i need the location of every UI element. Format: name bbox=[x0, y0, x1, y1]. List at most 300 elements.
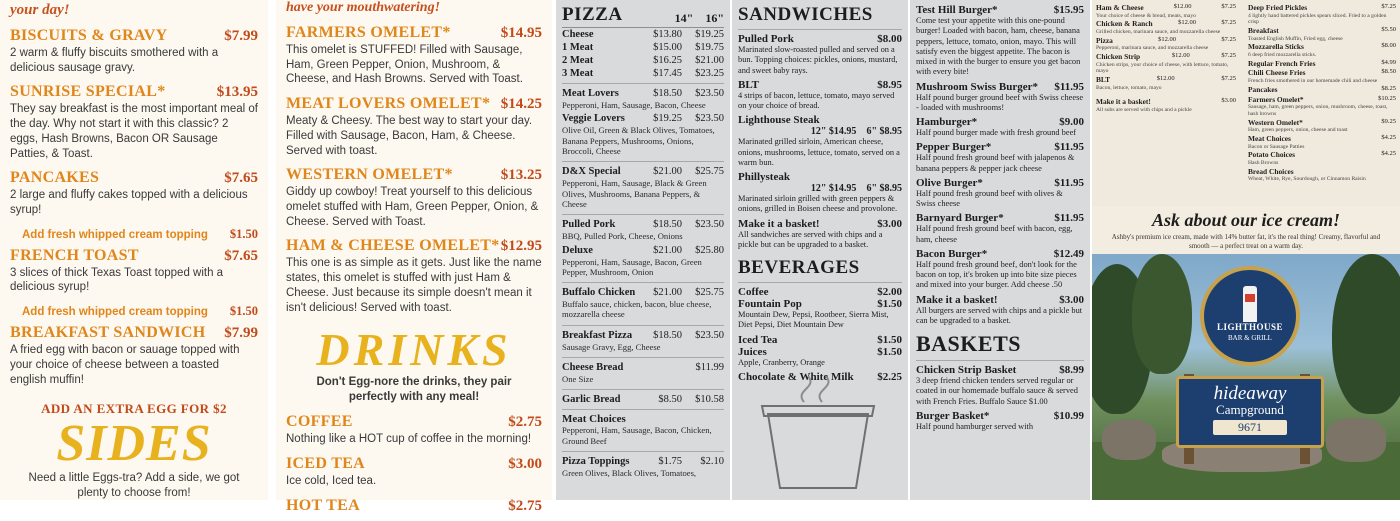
item-name: SUNRISE SPECIAL* bbox=[10, 83, 166, 101]
item-desc: Mountain Dew, Pepsi, Rootbeer, Sierra Mist, Diet Pepsi, Diet Mountain Dew bbox=[738, 310, 889, 330]
menu-item bbox=[8, 322, 260, 393]
item-name: Chicken Strip bbox=[1096, 52, 1141, 62]
item-name: Pancakes bbox=[1248, 84, 1278, 94]
item-desc: Pepperoni, Ham, Sausage, Black & Green Olives, Mushrooms, Banana Peppers, & Cheese bbox=[562, 178, 707, 209]
item-name: 3 Meat bbox=[562, 68, 594, 79]
item-desc: Pepperoni, marinara sauce, and mozzarella cheese bbox=[1096, 45, 1209, 52]
mini-item bbox=[1096, 3, 1236, 19]
item-desc: Meaty & Cheesy. The best way to start your day. Filled with Sausage, Bacon, Ham, & Cheese. Served with toast. bbox=[286, 115, 533, 157]
sandwich-item bbox=[738, 171, 902, 218]
burger-item bbox=[916, 177, 1084, 213]
item-name: MEAT LOVERS OMELET* bbox=[286, 95, 491, 113]
menu-item bbox=[284, 235, 544, 321]
addon-name: Add fresh whipped cream topping bbox=[22, 306, 208, 319]
item-price: $7.25 bbox=[1381, 3, 1396, 10]
menu-item bbox=[8, 167, 260, 223]
item-name: BLT bbox=[1096, 75, 1111, 85]
omelets-top-line: have your mouthwatering! bbox=[286, 0, 441, 15]
item-name: Buffalo Chicken bbox=[562, 287, 636, 299]
item-name: Pizza bbox=[1096, 35, 1113, 45]
item-desc: Marinated grilled sirloin, American cheese, onions, mushrooms, lettuce, tomato, served on a warm bun. bbox=[738, 137, 900, 167]
item-desc: All subs are served with chips and a pickle bbox=[1096, 107, 1192, 114]
item-price: $13.95 bbox=[216, 84, 258, 101]
item-desc: 3 slices of thick Texas Toast topped with a delicious syrup! bbox=[10, 266, 224, 294]
item-price-large: $19.25 bbox=[695, 29, 724, 40]
item-desc: Half pound burger made with fresh ground beef bbox=[916, 128, 1077, 137]
addon-row bbox=[8, 224, 260, 245]
divider bbox=[562, 409, 724, 410]
item-name: Phillysteak bbox=[738, 171, 790, 183]
divider bbox=[562, 83, 724, 84]
item-price-small: $21.00 bbox=[653, 166, 682, 178]
pizza-row bbox=[562, 28, 724, 41]
mini-item bbox=[1096, 36, 1236, 52]
item-desc: BBQ, Pulled Pork, Cheese, Onions bbox=[562, 231, 683, 242]
item-name: COFFEE bbox=[286, 413, 353, 431]
divider bbox=[562, 282, 724, 283]
mini-item bbox=[1248, 134, 1396, 150]
divider bbox=[738, 282, 902, 283]
item-price-small: $7.25 bbox=[1221, 75, 1236, 83]
mini-item bbox=[1248, 150, 1396, 166]
item-desc: Grilled chicken, marinara sauce, and mozzarella cheese bbox=[1096, 29, 1221, 36]
sides-title: SIDES bbox=[56, 415, 212, 473]
item-name: Garlic Bread bbox=[562, 394, 621, 406]
item-desc: Half pound fresh ground beef, don't look for the bacon on top, it's broken up into bite size pieces and mixed into your burger. Add cheese .50 bbox=[916, 259, 1077, 290]
item-price: $2.75 bbox=[508, 414, 542, 431]
item-price: $8.50 bbox=[1381, 68, 1396, 76]
lighthouse-icon bbox=[1243, 286, 1257, 322]
sandwich-basket-upsell bbox=[738, 218, 902, 254]
addon-name: Add fresh whipped cream topping bbox=[22, 228, 208, 241]
menu-item bbox=[8, 81, 260, 167]
item-price: $7.65 bbox=[224, 247, 258, 264]
campground-sign bbox=[1176, 376, 1324, 448]
item-price-large: $23.25 bbox=[695, 68, 724, 79]
item-desc: All sandwiches are served with chips and a pickle but can be upgraded to a basket. bbox=[738, 229, 883, 249]
item-name: Fountain Pop bbox=[738, 298, 802, 310]
mini-item bbox=[1248, 42, 1396, 58]
beverages-title: BEVERAGES bbox=[738, 257, 860, 278]
item-desc: Bacon or Sausage Patties bbox=[1248, 143, 1305, 150]
basket-item bbox=[916, 410, 1084, 435]
item-name: Pepper Burger* bbox=[916, 141, 992, 154]
item-price-large: 12" $14.95 bbox=[810, 183, 857, 194]
item-price: $10.25 bbox=[1378, 94, 1396, 102]
item-price: $7.99 bbox=[224, 28, 258, 44]
item-price-large: $19.75 bbox=[695, 42, 724, 53]
mini-item bbox=[1248, 26, 1396, 42]
item-name: Potato Choices bbox=[1248, 150, 1296, 160]
item-price-small: $15.00 bbox=[653, 42, 682, 53]
sandwich-item bbox=[738, 79, 902, 115]
item-price: $4.25 bbox=[1381, 133, 1396, 141]
item-name: Cheese bbox=[562, 29, 594, 40]
mini-item bbox=[1248, 59, 1396, 69]
item-name: HAM & CHEESE OMELET* bbox=[286, 237, 500, 255]
item-name: Pulled Pork bbox=[562, 219, 616, 231]
ice-cream-title: Ask about our ice cream! bbox=[1151, 210, 1340, 230]
item-name: Pulled Pork bbox=[738, 33, 794, 45]
item-price-large: $12.00 bbox=[1171, 52, 1190, 60]
item-price-small: $17.45 bbox=[653, 68, 682, 79]
item-price: $2.00 bbox=[877, 286, 902, 298]
divider bbox=[738, 29, 902, 30]
item-price: $2.75 bbox=[508, 497, 542, 514]
logo-bottom-text: BAR & GRILL bbox=[1228, 334, 1272, 342]
item-name: Deep Fried Pickles bbox=[1248, 3, 1308, 12]
pizza-header bbox=[562, 4, 724, 28]
ice-cream-banner bbox=[1092, 206, 1400, 260]
item-name: Bread Choices bbox=[1248, 166, 1294, 176]
item-price: $3.00 bbox=[1059, 293, 1084, 306]
item-desc: Wheat, White, Rye, Sourdough, or Cinnamon Raisin bbox=[1248, 176, 1366, 183]
coffee-cup-icon bbox=[748, 376, 888, 496]
mini-item bbox=[1096, 75, 1236, 91]
pizza-row bbox=[562, 112, 724, 158]
item-name: Chicken Strip Basket bbox=[916, 364, 1017, 376]
item-desc: Your choice of cheese & bread, meats, mayo bbox=[1096, 12, 1196, 19]
menu-item bbox=[284, 453, 544, 495]
item-price-small: $8.50 bbox=[658, 394, 682, 406]
item-price: $10.99 bbox=[1053, 409, 1084, 422]
pizza-title: PIZZA bbox=[562, 4, 623, 25]
beverage-item bbox=[738, 334, 902, 346]
item-price: $9.00 bbox=[1059, 116, 1084, 128]
sandwich-item bbox=[738, 33, 902, 79]
menu-item bbox=[284, 495, 544, 521]
divider bbox=[562, 451, 724, 452]
addon-price: $1.50 bbox=[229, 226, 258, 241]
pizza-column bbox=[556, 0, 730, 500]
item-price: $14.25 bbox=[500, 96, 542, 113]
item-desc: Half pound burger ground beef with Swiss cheese - loaded with mushrooms! bbox=[916, 92, 1084, 112]
item-price: $1.50 bbox=[877, 298, 902, 310]
divider bbox=[562, 325, 724, 326]
item-desc: One Size bbox=[562, 374, 594, 385]
item-price: $12.95 bbox=[500, 238, 542, 255]
sign-number: 9671 bbox=[1213, 420, 1287, 435]
item-desc: Nothing like a HOT cup of coffee in the morning! bbox=[286, 433, 532, 446]
burgers-column bbox=[910, 0, 1090, 500]
menu-item bbox=[8, 245, 260, 301]
item-desc: Bacon, lettuce, tomato, mayo bbox=[1096, 84, 1162, 91]
item-price-small: $18.50 bbox=[653, 219, 682, 231]
item-name: Meat Lovers bbox=[562, 88, 619, 99]
beverage-item bbox=[738, 298, 902, 334]
item-price: $4.99 bbox=[1381, 58, 1396, 66]
item-price-large: $12.00 bbox=[1178, 19, 1196, 27]
item-price-large: 12" $14.95 bbox=[810, 126, 857, 138]
pizza-row bbox=[562, 329, 724, 354]
pizza-row bbox=[562, 41, 724, 54]
item-price: $8.00 bbox=[877, 33, 902, 45]
item-desc: Buffalo sauce, chicken, bacon, blue cheese, mozzarella cheese bbox=[562, 299, 712, 320]
item-price-large: $12.00 bbox=[1156, 75, 1175, 83]
topping-price-small: $1.75 bbox=[658, 456, 682, 467]
divider bbox=[562, 357, 724, 358]
item-price: $3.00 bbox=[1221, 97, 1236, 105]
pizza-row bbox=[562, 67, 724, 80]
item-desc: Apple, Cranberry, Orange bbox=[738, 357, 825, 367]
section-desc: Pepperoni, Ham, Sausage, Bacon, Chicken, Ground Beef bbox=[562, 425, 712, 446]
baskets-title: BASKETS bbox=[916, 331, 1021, 356]
item-name: BISCUITS & GRAVY bbox=[10, 27, 168, 44]
item-name: ICED TEA bbox=[286, 454, 366, 472]
item-price-small: $7.25 bbox=[1221, 19, 1236, 27]
burger-basket-upsell bbox=[916, 294, 1084, 330]
item-price: $11.95 bbox=[1054, 80, 1084, 93]
menu-item bbox=[284, 93, 544, 164]
mini-menu bbox=[1092, 0, 1400, 214]
item-price: $11.95 bbox=[1054, 141, 1084, 154]
item-name: 2 Meat bbox=[562, 55, 594, 66]
item-name: Farmers Omelet* bbox=[1248, 94, 1304, 104]
beverage-item bbox=[738, 346, 902, 371]
divider bbox=[916, 360, 1084, 361]
item-desc: Giddy up cowboy! Treat yourself to this delicious omelet stuffed with Ham, Green Pepper, Onion, & Cheese. Served with Toast. bbox=[286, 186, 539, 228]
item-price-small: $7.25 bbox=[1221, 3, 1236, 10]
pizza-row bbox=[562, 244, 724, 280]
lighthouse-logo-sign bbox=[1200, 266, 1300, 366]
mini-item bbox=[1096, 19, 1236, 35]
item-desc: A fried egg with bacon or sauage topped with your choice of cheese between a toasted english muffin! bbox=[10, 344, 240, 386]
mini-item bbox=[1248, 95, 1396, 118]
item-desc: Marinated sirloin grilled with green peppers & onions, grilled in Boisen cheese and provolone. bbox=[738, 194, 898, 214]
item-name: Make it a basket! bbox=[738, 217, 820, 230]
item-price: $15.95 bbox=[1053, 4, 1084, 16]
breakfast-column bbox=[0, 0, 268, 500]
item-name: PANCAKES bbox=[10, 169, 100, 187]
item-price: $7.65 bbox=[224, 170, 258, 187]
item-desc: 4 strips of bacon, lettuce, tomato, mayo served on your choice of bread. bbox=[738, 90, 895, 110]
item-price: $3.00 bbox=[877, 217, 902, 230]
pizza-row bbox=[562, 165, 724, 211]
topping-price-large: $2.10 bbox=[700, 456, 724, 467]
rock bbox=[1326, 418, 1386, 462]
item-price-small: $16.25 bbox=[653, 55, 682, 66]
logo-top-text: LIGHTHOUSE bbox=[1216, 322, 1284, 332]
item-price: $11.95 bbox=[1054, 212, 1084, 225]
tree bbox=[1332, 254, 1400, 414]
item-name: Breakfast bbox=[1248, 25, 1279, 35]
right-panel bbox=[1092, 0, 1400, 500]
item-price-small: $21.00 bbox=[653, 287, 682, 299]
item-name: Burger Basket* bbox=[916, 409, 990, 422]
tree bbox=[1132, 254, 1192, 374]
cheese-bread-row bbox=[562, 361, 724, 386]
item-desc: This omelet is STUFFED! Filled with Sausage, Ham, Green Pepper, Onion, Mushroom, & Cheese, and Hash Browns. Served with Toast. bbox=[286, 44, 523, 86]
item-price: $13.25 bbox=[500, 167, 542, 184]
menu-item bbox=[284, 411, 544, 453]
item-price-small: $19.25 bbox=[653, 113, 682, 125]
sign-line-1: hideaway bbox=[1213, 383, 1287, 404]
item-name: FARMERS OMELET* bbox=[286, 24, 451, 41]
item-price: $12.49 bbox=[1053, 247, 1084, 260]
item-desc: Olive Oil, Green & Black Olives, Tomatoes, Banana Peppers, Mushrooms, Onions, Broccoli, Cheese bbox=[562, 125, 715, 156]
item-price-large: $25.75 bbox=[695, 287, 724, 299]
item-name: Test Hill Burger* bbox=[916, 4, 998, 16]
pizza-row bbox=[562, 286, 724, 322]
burger-item bbox=[916, 141, 1084, 177]
item-name: 1 Meat bbox=[562, 42, 594, 53]
item-name: Regular French Fries bbox=[1248, 58, 1316, 68]
item-price: $8.95 bbox=[877, 78, 902, 91]
item-name: Olive Burger* bbox=[916, 176, 983, 189]
item-desc: Half pound hamburger served with bbox=[916, 421, 1034, 431]
drinks-title: DRINKS bbox=[316, 324, 512, 376]
item-name: Iced Tea bbox=[738, 333, 778, 346]
item-name: D&X Special bbox=[562, 166, 621, 178]
item-name: Juices bbox=[738, 345, 767, 358]
basket-item bbox=[916, 364, 1084, 410]
campground-photo bbox=[1092, 254, 1400, 500]
section-label: Pizza Toppings bbox=[562, 456, 630, 467]
item-price-small: $13.80 bbox=[653, 29, 682, 40]
item-name: Lighthouse Steak bbox=[738, 114, 820, 127]
drinks-subtitle: Don't Egg-nore the drinks, they pair perfectly with any meal! bbox=[316, 376, 512, 404]
item-desc: 4 lightly hand battered pickles spears sliced. Fried to a golden crisp bbox=[1248, 12, 1387, 26]
section-label: Meat Choices bbox=[562, 413, 626, 426]
item-name: Mozzarella Sticks bbox=[1248, 42, 1304, 52]
item-name: FRENCH TOAST bbox=[10, 246, 139, 264]
item-price-large: $25.75 bbox=[695, 166, 724, 178]
item-price-small: $21.00 bbox=[653, 244, 682, 256]
item-name: Barnyard Burger* bbox=[916, 212, 1004, 225]
pizza-toppings bbox=[562, 455, 724, 480]
item-name: Western Omelet* bbox=[1248, 117, 1303, 127]
item-desc: 3 deep friend chicken tenders served regular or coated in our homemade buffalo sauce & served with French Fries. Buffalo Sauce $1.00 bbox=[916, 376, 1078, 406]
item-desc: They say breakfast is the most important meal of the day. Why not start it with this classic? 2 eggs, Hash Browns, Bacon OR Sausage Patties, & Toast. bbox=[10, 103, 258, 160]
sandwiches-title: SANDWICHES bbox=[738, 4, 873, 25]
item-price-small: 6" $8.95 bbox=[866, 183, 902, 194]
item-desc: Toasted English Muffin, Fried egg, cheese bbox=[1248, 35, 1343, 42]
burger-item bbox=[916, 116, 1084, 141]
item-price-small: $18.50 bbox=[653, 88, 682, 99]
item-price-small: $7.25 bbox=[1221, 52, 1236, 60]
mini-item bbox=[1248, 68, 1396, 84]
item-price: $1.50 bbox=[877, 333, 902, 346]
breakfast-top-line: your day! bbox=[10, 2, 70, 18]
item-price-large: $12.00 bbox=[1158, 35, 1177, 43]
item-price-large: $23.50 bbox=[695, 329, 724, 341]
menu-item bbox=[284, 22, 544, 93]
addon-row bbox=[8, 301, 260, 322]
item-name: Chili Cheese Fries bbox=[1248, 68, 1306, 78]
pizza-row bbox=[562, 87, 724, 112]
item-price: $8.99 bbox=[1059, 364, 1084, 376]
mini-item bbox=[1248, 167, 1396, 183]
meat-choices bbox=[562, 413, 724, 448]
item-price-small: $7.25 bbox=[1221, 35, 1236, 43]
item-desc: Pepperoni, Ham, Sausage, Bacon, Green Pepper, Mushroom, Onion bbox=[562, 256, 702, 277]
pizza-size-small: 14" bbox=[674, 11, 694, 25]
sign-line-2: Campground bbox=[1216, 402, 1284, 417]
item-name: Cheese Bread bbox=[562, 362, 624, 374]
item-desc: This one is as simple as it gets. Just like the name states, this omelet is stuffed with just Ham & Cheese. Just because its simple doesn't mean it isn't delicious! Served with toast. bbox=[286, 257, 542, 314]
item-price-large: $10.58 bbox=[695, 394, 724, 406]
ice-cream-subtitle: Ashby's premium ice cream, made with 14% butter fat, it's the real thing! Creamy, flavorful and smooth — a perfect treat on a warm day. bbox=[1111, 233, 1381, 250]
item-desc: French fries smothered in our homemade chili and cheese bbox=[1248, 78, 1378, 85]
item-desc: 2 large and fluffy cakes topped with a delicious syrup! bbox=[10, 189, 248, 217]
item-price: $1.50 bbox=[877, 345, 902, 358]
mini-item bbox=[1248, 3, 1396, 26]
item-price: $9.25 bbox=[1381, 117, 1396, 125]
item-price: $11.95 bbox=[1054, 176, 1084, 189]
item-name: Meat Choices bbox=[1248, 133, 1291, 143]
item-price-large: $25.80 bbox=[695, 244, 724, 256]
item-desc: All burgers are served with chips and a pickle but can be upgraded to a basket. bbox=[916, 305, 1083, 325]
divider bbox=[562, 214, 724, 215]
item-price: $8.00 bbox=[1381, 42, 1396, 50]
item-price: $8.25 bbox=[1381, 84, 1396, 92]
item-price: $3.00 bbox=[508, 455, 542, 472]
item-name: Make it a basket! bbox=[1096, 97, 1151, 107]
burger-item bbox=[916, 81, 1084, 117]
item-price-large: $12.00 bbox=[1173, 3, 1192, 10]
mini-item bbox=[1096, 52, 1236, 75]
garlic-bread-row bbox=[562, 393, 724, 406]
item-name: Coffee bbox=[738, 286, 769, 298]
item-desc: Ham, green peppers, onion, cheese and toast bbox=[1248, 127, 1348, 134]
item-price: $14.95 bbox=[500, 25, 542, 41]
sides-subtitle: Need a little Eggs-tra? Add a side, we got plenty to choose from! bbox=[28, 471, 240, 499]
item-desc: Half pound fresh ground beef with olives & Swiss cheese bbox=[916, 188, 1063, 208]
item-desc: Sausage, ham, green peppers, onion, mushroom, cheese, toast, hash browns bbox=[1248, 104, 1388, 117]
item-name: Deluxe bbox=[562, 244, 593, 256]
item-price-large: $23.50 bbox=[695, 88, 724, 99]
mini-item bbox=[1248, 118, 1396, 134]
omelets-column bbox=[276, 0, 552, 514]
item-desc: Half pound fresh ground beef with jalapenos & banana peppers & pepper jack cheese bbox=[916, 153, 1075, 173]
item-name: Chocolate & White Milk bbox=[738, 370, 854, 383]
item-desc: Sausage Gravy, Egg, Cheese bbox=[562, 341, 661, 352]
item-price-large: $23.50 bbox=[695, 219, 724, 231]
item-desc: Chicken strips, your choice of cheese, with lettuce, tomato, mayo bbox=[1096, 61, 1229, 75]
burger-item bbox=[916, 248, 1084, 294]
item-name: WESTERN OMELET* bbox=[286, 166, 453, 184]
mini-item bbox=[1248, 85, 1396, 95]
item-desc: Pepperoni, Ham, Sausage, Bacon, Cheese bbox=[562, 100, 706, 110]
item-price-large: $21.00 bbox=[695, 55, 724, 66]
sandwich-item bbox=[738, 114, 902, 171]
item-price-large: $23.50 bbox=[695, 113, 724, 125]
item-name: BREAKFAST SANDWICH bbox=[10, 324, 206, 342]
item-desc: 2 warm & fluffy biscuits smothered with a delicious sausage gravy. bbox=[10, 47, 219, 74]
item-name: Make it a basket! bbox=[916, 293, 998, 306]
pizza-row bbox=[562, 218, 724, 243]
item-name: Hamburger* bbox=[916, 116, 978, 128]
item-name: Chicken & Ranch bbox=[1096, 19, 1153, 29]
menu-item bbox=[284, 164, 544, 235]
item-price: $2.25 bbox=[877, 370, 902, 383]
item-price: $7.99 bbox=[224, 325, 258, 342]
beverage-item bbox=[738, 286, 902, 298]
section-desc: Green Olives, Black Olives, Tomatoes, bbox=[562, 468, 697, 478]
item-name: Veggie Lovers bbox=[562, 113, 625, 125]
divider bbox=[562, 389, 724, 390]
item-name: Breakfast Pizza bbox=[562, 329, 633, 341]
item-price: $4.25 bbox=[1381, 150, 1396, 158]
item-name: Ham & Cheese bbox=[1096, 3, 1144, 12]
pizza-size-large: 16" bbox=[705, 11, 724, 25]
pizza-row bbox=[562, 54, 724, 67]
addon-price: $1.50 bbox=[229, 304, 258, 319]
item-desc: 6 deep fried mozzarella sticks. bbox=[1248, 52, 1317, 59]
item-desc: Half pound fresh ground beef with bacon, egg, ham, cheese bbox=[916, 224, 1073, 244]
item-price-small: $18.50 bbox=[653, 329, 682, 341]
item-price: $5.50 bbox=[1381, 25, 1396, 33]
